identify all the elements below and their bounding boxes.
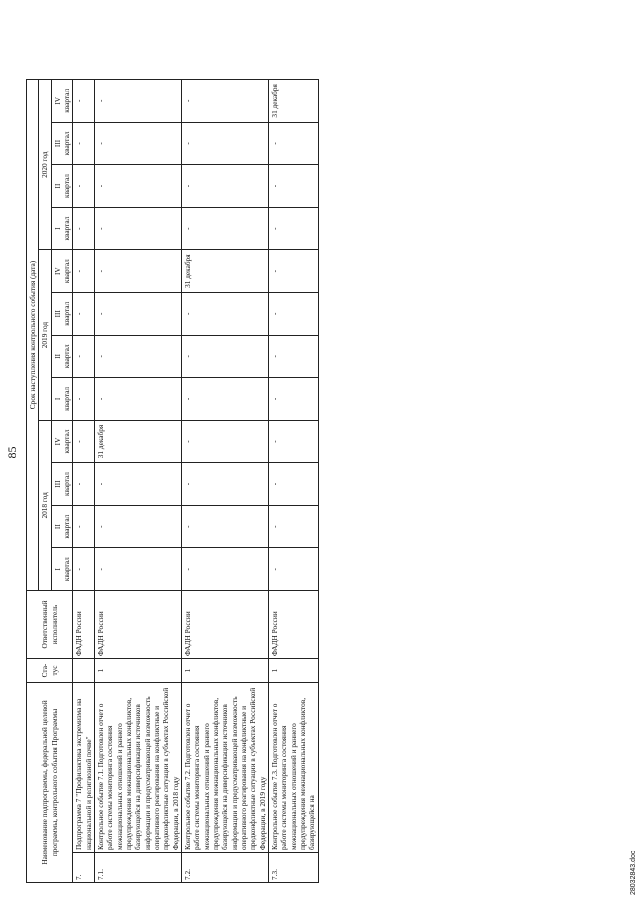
quarter-cell: - xyxy=(73,122,95,165)
quarter-roman: I xyxy=(52,568,62,571)
header-quarter xyxy=(51,505,73,548)
header-year: 2018 год xyxy=(39,420,51,590)
row-status xyxy=(73,659,95,683)
quarter-cell: - xyxy=(181,292,268,335)
quarter-cell: - xyxy=(94,548,181,591)
quarter-word: квартал xyxy=(61,174,71,198)
quarter-word: квартал xyxy=(61,344,71,369)
quarter-roman: IV xyxy=(52,96,62,105)
header-quarter xyxy=(51,207,73,250)
quarter-cell: - xyxy=(94,250,181,293)
header-quarter xyxy=(51,165,73,208)
quarter-roman: IV xyxy=(52,267,62,276)
quarter-cell: - xyxy=(94,207,181,250)
row-name: Контрольное событие 7.3. Подготовлен отчет о работе системы мониторинга состояния межнациональных отношений и раннего предупреждения межнациональных конфликтов, базирующейся на xyxy=(268,683,318,853)
quarter-cell: - xyxy=(181,122,268,165)
quarter-cell: - xyxy=(94,165,181,208)
row-name: Подпрограмма 7 "Профилактика экстремизма на национальной и религиозной почве" xyxy=(73,683,95,853)
quarter-word: квартал xyxy=(61,429,71,454)
table-row xyxy=(73,80,95,883)
quarter-cell: - xyxy=(73,292,95,335)
row-responsible: ФАДН России xyxy=(181,591,268,659)
quarter-cell: - xyxy=(94,292,181,335)
header-quarter xyxy=(51,335,73,378)
header-quarter xyxy=(51,378,73,421)
quarter-cell: - xyxy=(181,335,268,378)
row-responsible: ФАДН России xyxy=(73,591,95,659)
quarter-cell: - xyxy=(94,463,181,506)
quarter-cell: - xyxy=(73,420,95,463)
quarter-word: квартал xyxy=(61,472,71,497)
header-name: Наименование подпрограммы, федеральной целевой программы, контрольного события Программы xyxy=(27,683,73,883)
header-quarter xyxy=(51,250,73,293)
quarter-cell: - xyxy=(268,378,318,421)
quarter-cell: - xyxy=(73,378,95,421)
quarter-roman: II xyxy=(52,524,62,530)
table-row xyxy=(181,80,268,883)
quarter-cell: - xyxy=(268,463,318,506)
row-status: 1 xyxy=(94,659,181,683)
quarter-cell: - xyxy=(181,505,268,548)
quarter-word: квартал xyxy=(61,301,71,326)
quarter-cell: - xyxy=(73,165,95,208)
quarter-cell: - xyxy=(73,463,95,506)
quarter-cell: - xyxy=(268,292,318,335)
quarter-roman: III xyxy=(52,139,62,148)
quarter-cell: - xyxy=(181,378,268,421)
row-number: 7. xyxy=(73,853,95,883)
quarter-roman: I xyxy=(52,227,62,230)
quarter-word: квартал xyxy=(61,216,71,241)
quarter-cell: - xyxy=(268,548,318,591)
quarter-cell: - xyxy=(181,420,268,463)
row-status: 1 xyxy=(268,659,318,683)
quarter-cell: - xyxy=(268,207,318,250)
quarter-cell: - xyxy=(181,165,268,208)
quarter-roman: II xyxy=(52,183,62,189)
row-responsible: ФАДН России xyxy=(94,591,181,659)
quarter-cell: - xyxy=(94,80,181,123)
quarter-cell: - xyxy=(73,335,95,378)
quarter-cell: - xyxy=(268,122,318,165)
quarter-cell: - xyxy=(73,207,95,250)
row-name: Контрольное событие 7.2. Подготовлен отчет о работе системы мониторинга состояния межнациональных отношений и раннего предупреждения межнациональных конфликтов, базирующейся на диверсификации источников информации и предусматривающей возможность оперативного реагирования на конфликтные и предконфликтные ситуации в субъектах Российской Федерации, в 2019 году xyxy=(181,683,268,853)
quarter-roman: III xyxy=(52,310,62,318)
row-status: 1 xyxy=(181,659,268,683)
quarter-cell: - xyxy=(268,505,318,548)
quarter-cell: - xyxy=(181,463,268,506)
quarter-cell: - xyxy=(268,250,318,293)
quarter-cell: - xyxy=(181,548,268,591)
quarter-cell: - xyxy=(73,80,95,123)
quarter-cell: 31 декабря xyxy=(181,250,268,293)
header-row-1 xyxy=(27,80,39,883)
quarter-word: квартал xyxy=(61,514,71,539)
row-name: Контрольное событие 7.1. Подготовлен отчет о работе системы мониторинга состояния межнациональных отношений и раннего предупреждения межнациональных конфликтов, базирующейся на диверсификации источников информации и предусматривающей возможность оперативного реагирования на конфликтные и предконфликтные ситуации в субъектах Российской Федерации, в 2018 году xyxy=(94,683,181,853)
quarter-cell: - xyxy=(181,207,268,250)
quarter-cell: - xyxy=(94,505,181,548)
table-body xyxy=(73,80,318,883)
header-quarter xyxy=(51,463,73,506)
row-number: 7.2. xyxy=(181,853,268,883)
row-number: 7.3. xyxy=(268,853,318,883)
row-responsible: ФАДН России xyxy=(268,591,318,659)
header-quarter xyxy=(51,122,73,165)
quarter-cell: - xyxy=(94,378,181,421)
quarter-cell: - xyxy=(94,122,181,165)
quarter-word: квартал xyxy=(61,131,71,156)
header-responsible: Ответственный исполнитель xyxy=(27,591,73,659)
quarter-cell: - xyxy=(73,250,95,293)
table-row xyxy=(94,80,181,883)
quarter-cell: - xyxy=(181,80,268,123)
quarter-cell: - xyxy=(268,420,318,463)
quarter-roman: IV xyxy=(52,437,62,446)
page-number: 85 xyxy=(5,446,19,459)
quarter-cell: - xyxy=(73,505,95,548)
header-quarter xyxy=(51,80,73,123)
quarter-roman: I xyxy=(52,397,62,401)
quarter-cell: - xyxy=(94,335,181,378)
quarter-word: квартал xyxy=(61,386,71,411)
header-quarter xyxy=(51,420,73,463)
quarter-word: квартал xyxy=(61,88,71,113)
control-events-table xyxy=(26,79,319,883)
quarter-cell: - xyxy=(73,548,95,591)
header-quarter xyxy=(51,292,73,335)
quarter-cell: - xyxy=(268,165,318,208)
header-status: Ста-тус xyxy=(27,659,73,683)
header-year: 2020 год xyxy=(39,80,51,250)
quarter-word: квартал xyxy=(61,557,71,582)
header-year: 2019 год xyxy=(39,250,51,420)
quarter-roman: III xyxy=(52,480,62,488)
quarter-cell: 31 декабря xyxy=(268,80,318,123)
quarter-cell: 31 декабря xyxy=(94,420,181,463)
header-quarter xyxy=(51,548,73,591)
header-deadline: Срок наступления контрольного события (дата) xyxy=(27,80,39,591)
quarter-roman: II xyxy=(52,353,62,359)
quarter-cell: - xyxy=(268,335,318,378)
quarter-word: квартал xyxy=(61,259,71,284)
file-name-footer: 28032843.doc xyxy=(630,850,637,895)
row-number: 7.1. xyxy=(94,853,181,883)
table-row xyxy=(268,80,318,883)
